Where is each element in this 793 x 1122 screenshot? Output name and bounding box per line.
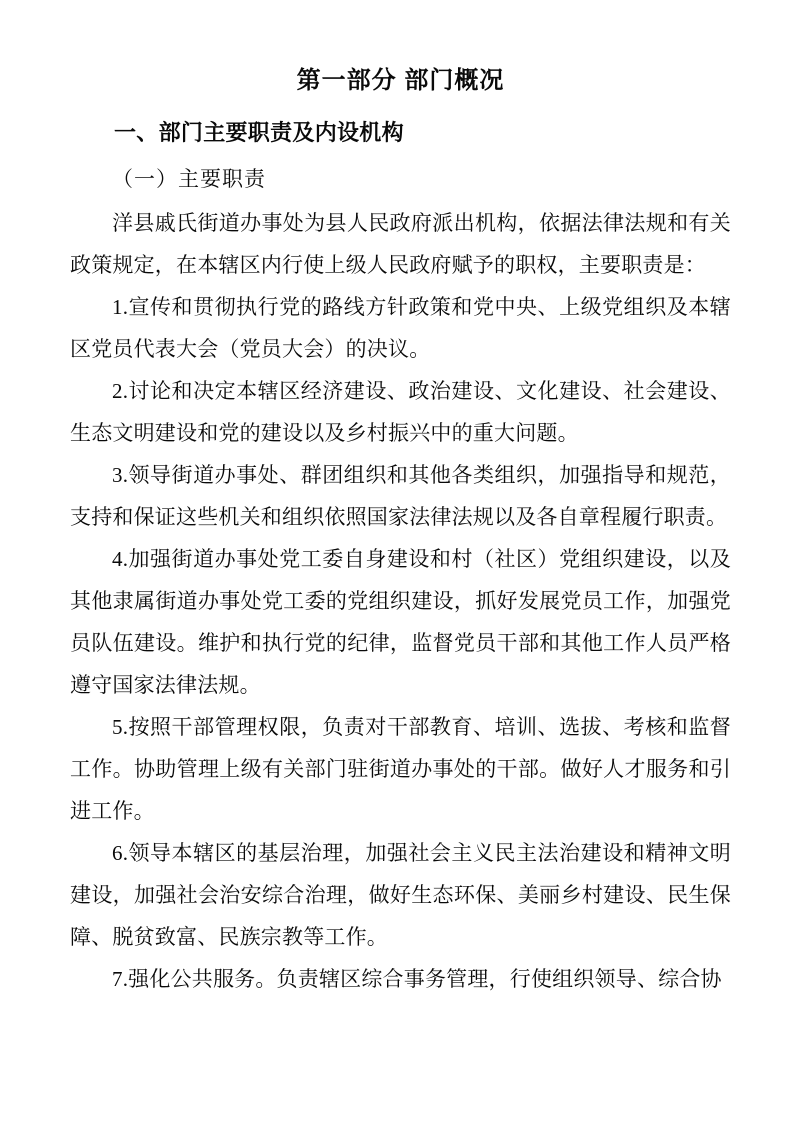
document-paragraph: 2.讨论和决定本辖区经济建设、政治建设、文化建设、社会建设、生态文明建设和党的建设以及乡村振兴中的重大问题。	[70, 379, 731, 445]
document-title: 第一部分 部门概况	[296, 67, 505, 94]
document-paragraph: 5.按照干部管理权限，负责对干部教育、培训、选拔、考核和监督工作。协助管理上级有关部门驻街道办事处的干部。做好人才服务和引进工作。	[70, 715, 731, 823]
document-body	[70, 110, 731, 1000]
document-paragraph: 1.宣传和贯彻执行党的路线方针政策和党中央、上级党组织及本辖区党员代表大会（党员大会）的决议。	[70, 295, 731, 361]
document-paragraph: 4.加强街道办事处党工委自身建设和村（社区）党组织建设，以及其他隶属街道办事处党工委的党组织建设，抓好发展党员工作，加强党员队伍建设。维护和执行党的纪律，监督党员干部和其他工作人员严格遵守国家法律法规。	[70, 547, 731, 697]
section-heading: （一）主要职责	[112, 167, 266, 191]
document-paragraph: 7.强化公共服务。负责辖区综合事务管理，行使组织领导、综合协	[112, 967, 722, 991]
document-paragraph: 3.领导街道办事处、群团组织和其他各类组织，加强指导和规范，支持和保证这些机关和组织依照国家法律法规以及各自章程履行职责。	[70, 463, 731, 529]
section-heading: 一、部门主要职责及内设机构	[114, 120, 404, 145]
document-paragraph: 洋县戚氏街道办事处为县人民政府派出机构，依据法律法规和有关政策规定，在本辖区内行使上级人民政府赋予的职权，主要职责是：	[70, 211, 731, 277]
document-paragraph: 6.领导本辖区的基层治理，加强社会主义民主法治建设和精神文明建设，加强社会治安综合治理，做好生态环保、美丽乡村建设、民生保障、脱贫致富、民族宗教等工作。	[70, 841, 731, 949]
